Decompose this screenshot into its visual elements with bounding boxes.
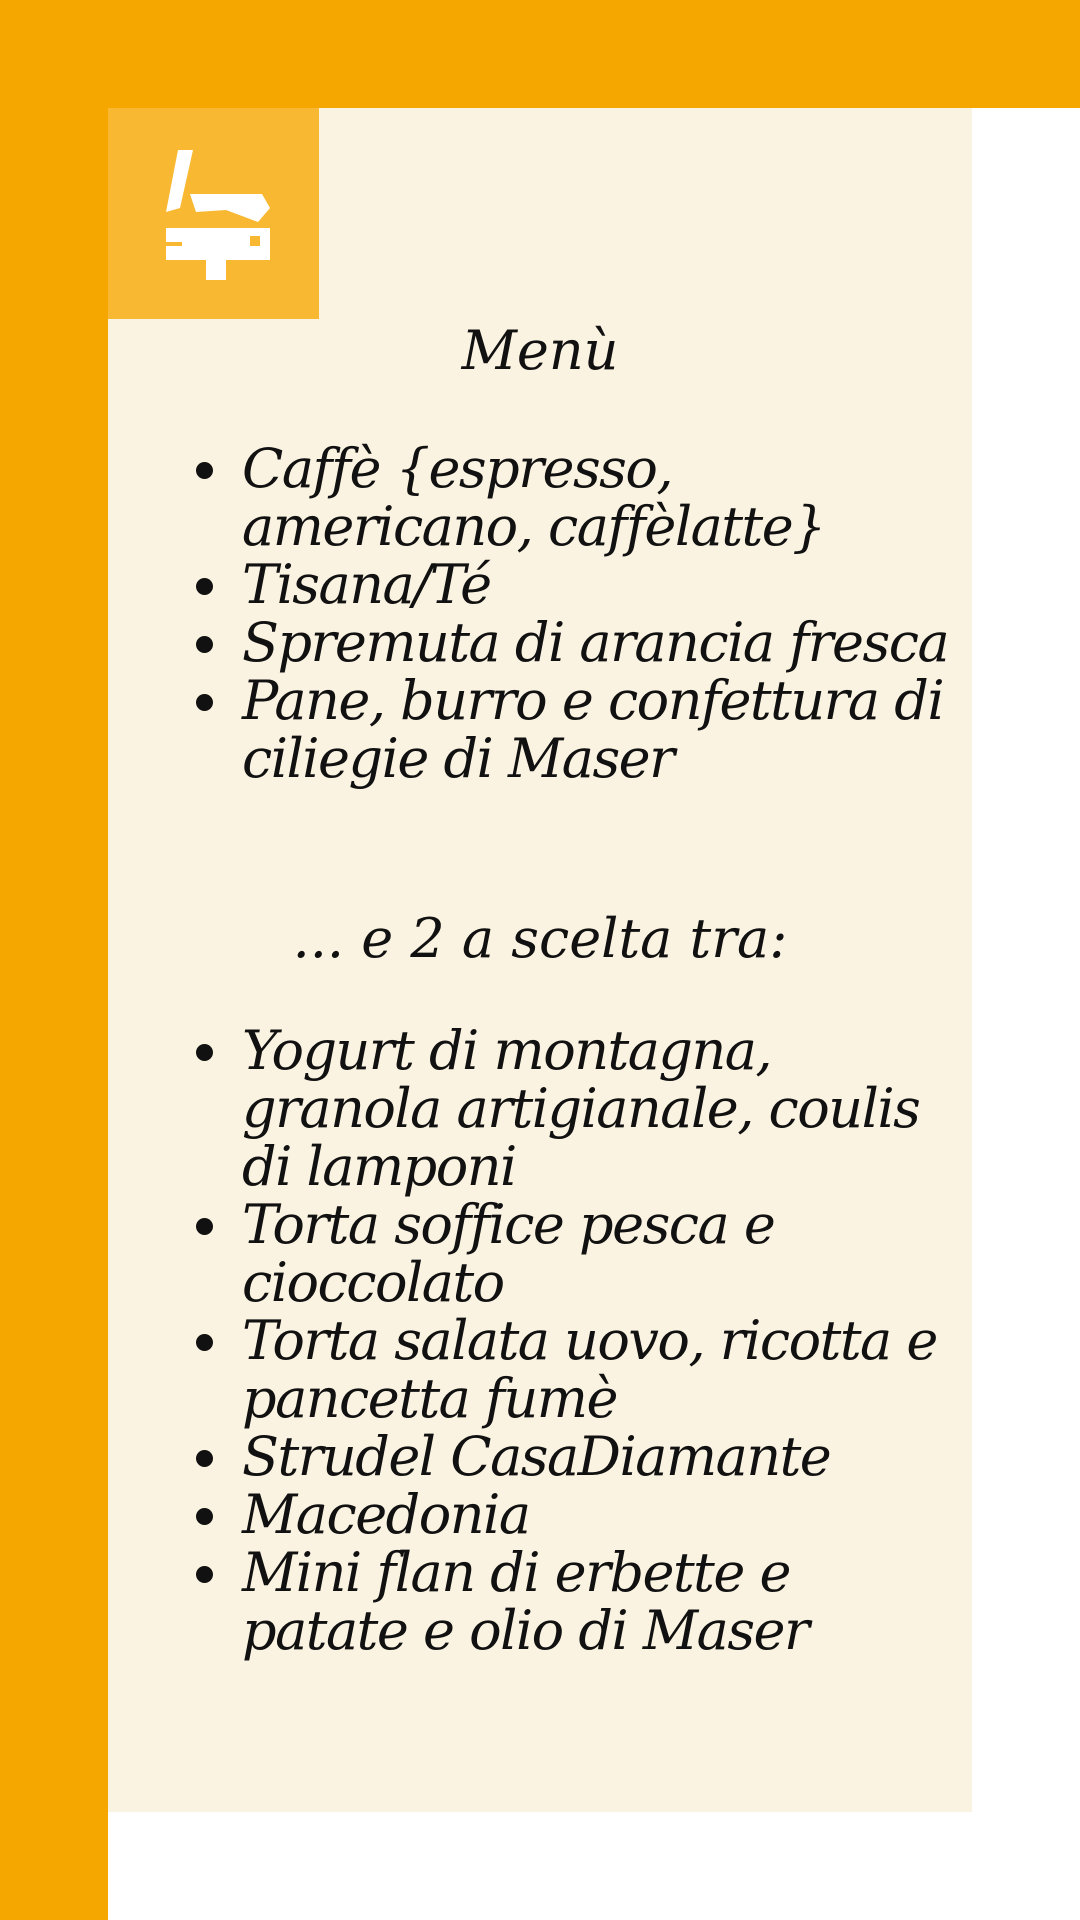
menu-title: Menù [461,319,619,382]
list-item [190,1309,950,1430]
list-item [190,669,950,790]
top-accent-bar [0,0,1080,108]
list-item [190,553,950,616]
list-item-text: Pane, burro e confettura di ciliegie di Maser [242,669,944,790]
bullet-icon [196,1508,213,1525]
list-item-text: Torta soffice pesca e cioccolato [242,1193,775,1314]
list-item-text: Yogurt di montagna, granola artigianale, coulis di lamponi [242,1019,920,1198]
list-item-text: Torta salata uovo, ricotta e pancetta fumè [242,1309,937,1430]
left-accent-bar [0,0,108,1920]
bullet-icon [196,578,213,595]
list-item-text: Strudel CasaDiamante [242,1425,831,1488]
brand-logo-icon [166,150,270,280]
bullet-icon [196,1566,213,1583]
choice-heading: ... e 2 a scelta tra: [292,907,788,970]
list-item-text: Tisana/Té [242,553,491,616]
list-item [190,611,950,674]
list-item-text: Macedonia [242,1483,530,1546]
bullet-icon [196,636,213,653]
logo-box [108,108,319,319]
bullet-icon [196,1450,213,1467]
choice-items-list [190,1019,950,1662]
bullet-icon [196,1334,213,1351]
bullet-icon [196,1218,213,1235]
list-item-text: Spremuta di arancia fresca [242,611,949,674]
menu-items-list [190,437,950,790]
list-item [190,1541,950,1662]
bullet-icon [196,694,213,711]
list-item [190,1193,950,1314]
bullet-icon [196,462,213,479]
list-item [190,1483,950,1546]
list-item-text: Mini flan di erbette e patate e olio di Maser [242,1541,809,1662]
list-item [190,1425,950,1488]
list-item-text: Caffè {espresso, americano, caffèlatte} [242,437,826,558]
list-item [190,437,950,558]
bullet-icon [196,1044,213,1061]
list-item [190,1019,950,1198]
